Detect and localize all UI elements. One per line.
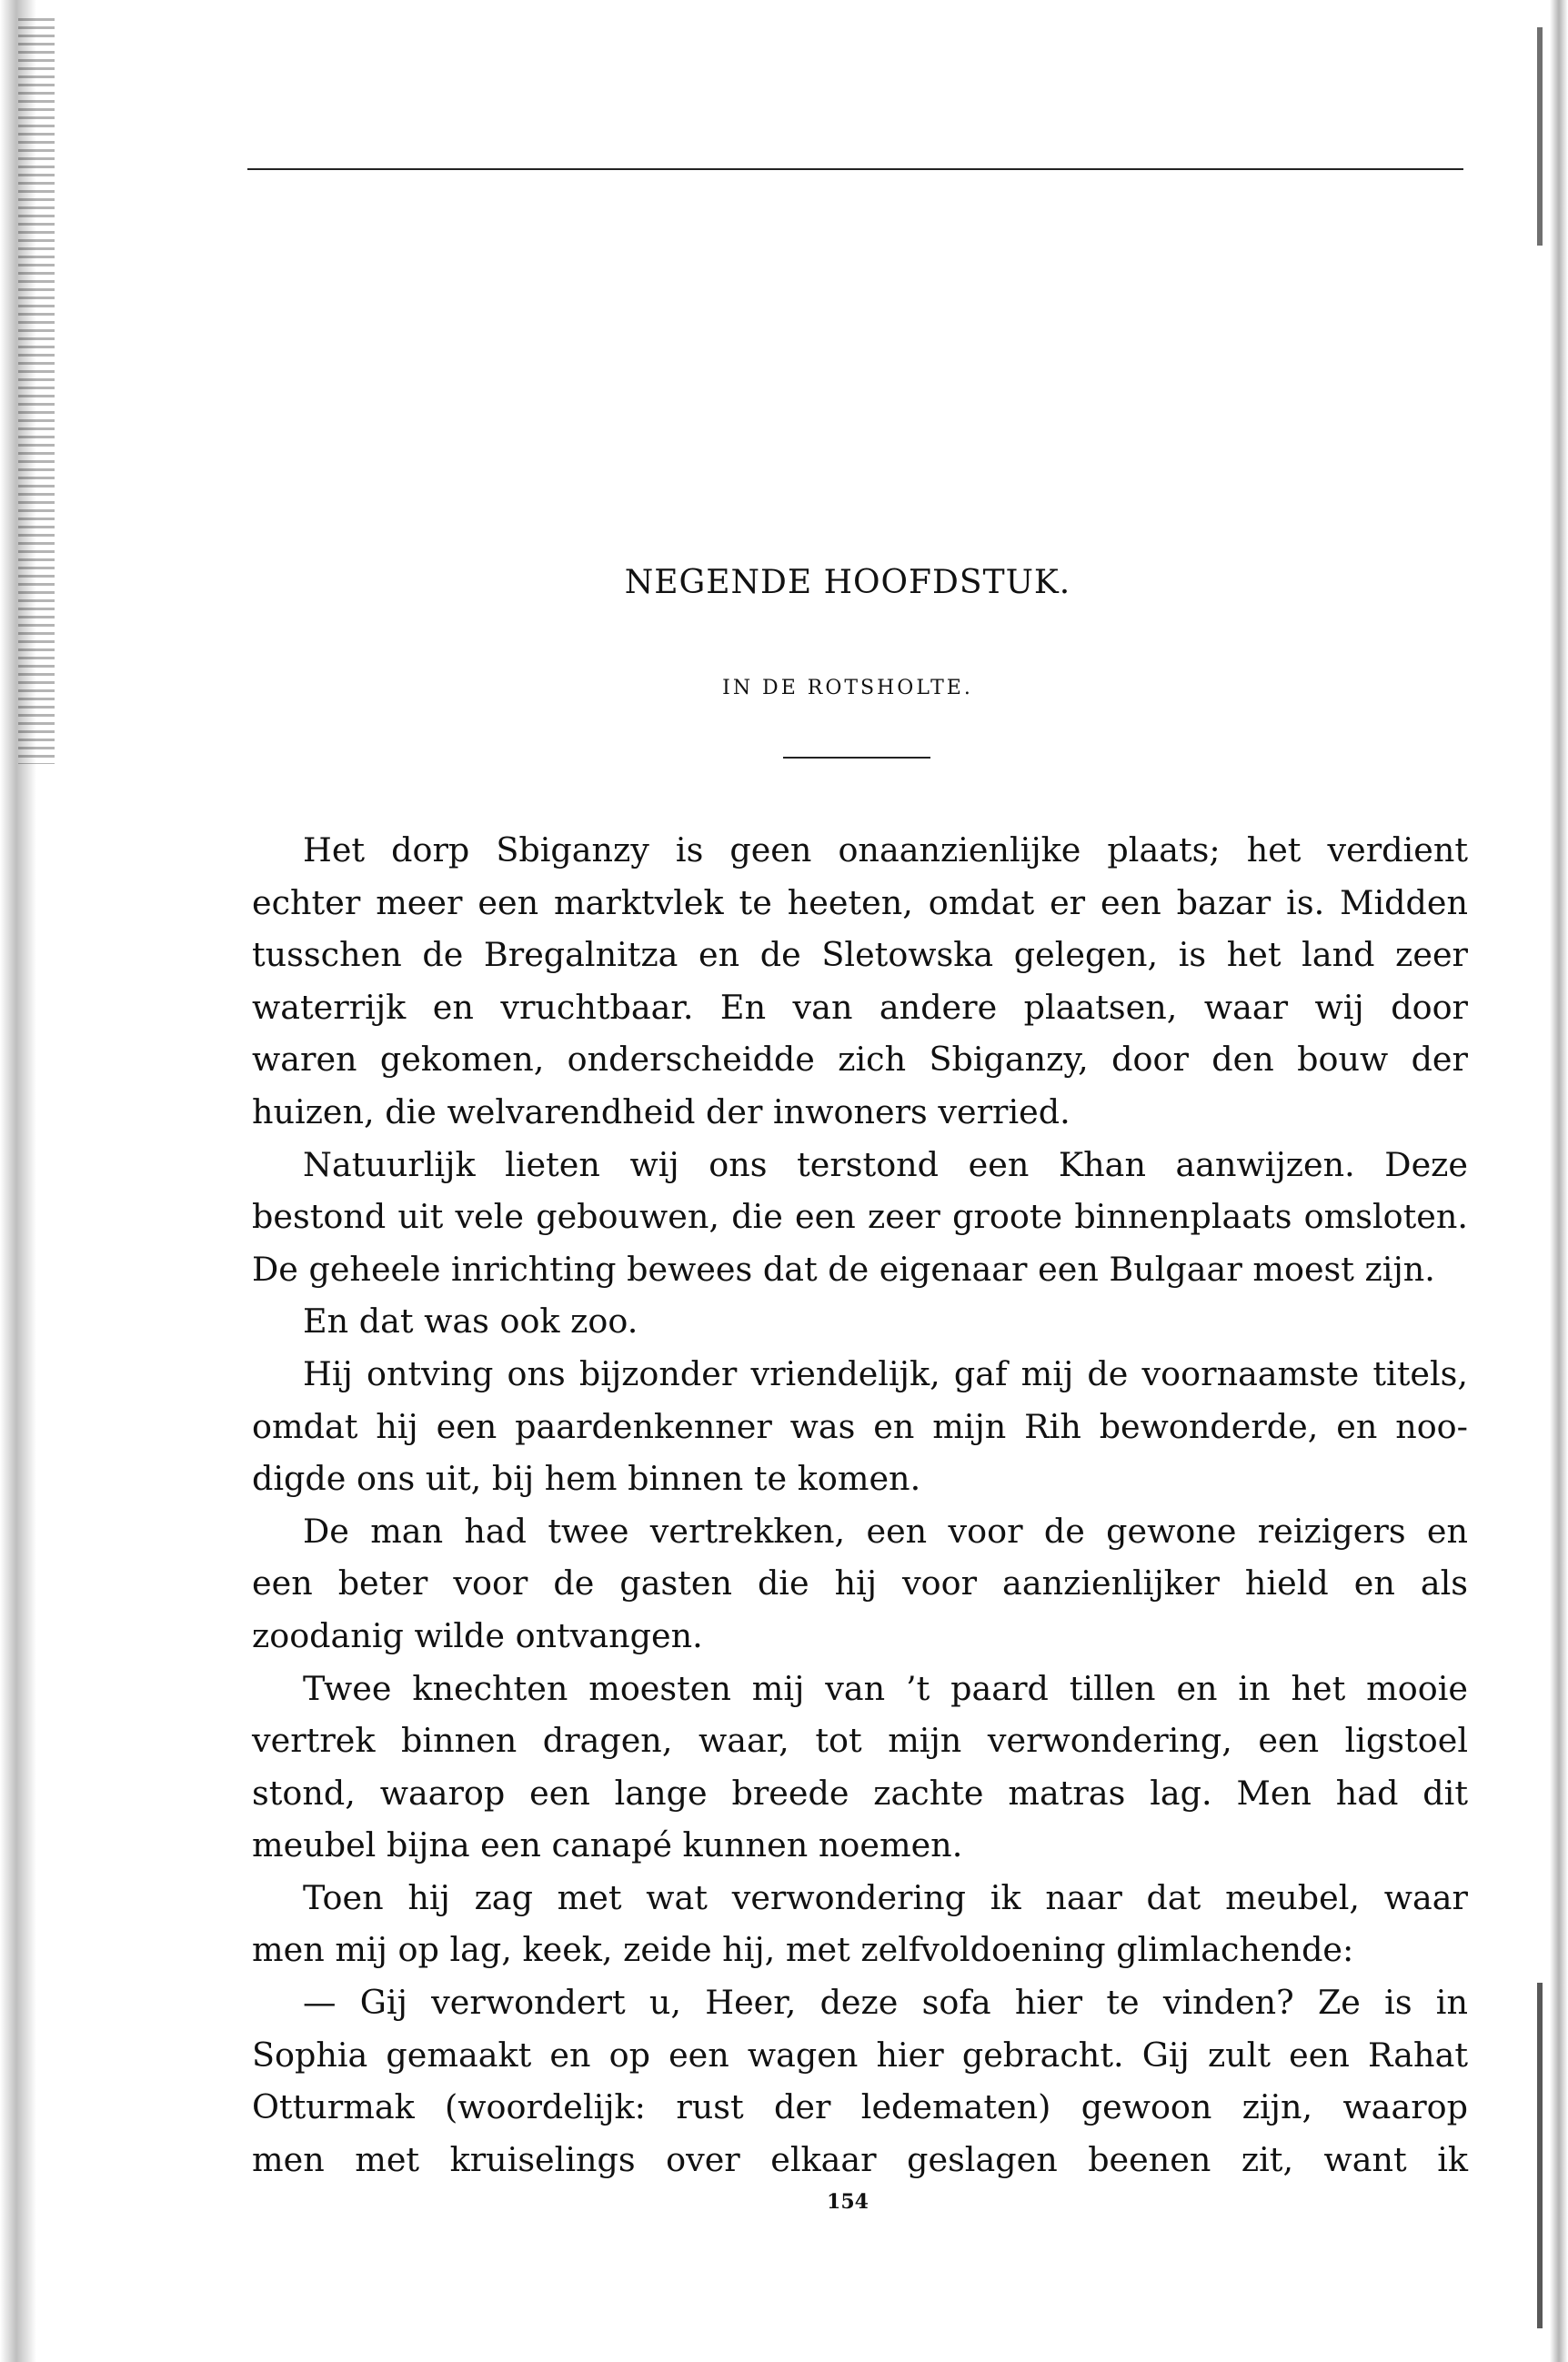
text-line: waterrijk en vruchtbaar. En van andere plaatsen, waar wij door xyxy=(252,987,1468,1027)
text-line: De man had twee vertrekken, een voor de gewone reizigers en xyxy=(303,1511,1468,1551)
text-line: stond, waarop een lange breede zachte matras lag. Men had dit xyxy=(252,1773,1468,1813)
body-text xyxy=(252,824,1468,2186)
text-line: waren gekomen, onderscheidde zich Sbiganzy, door den bouw der xyxy=(252,1040,1468,1080)
text-line: De geheele inrichting bewees dat de eigenaar een Bulgaar moest zijn. xyxy=(252,1249,1435,1289)
paragraph xyxy=(252,1976,1468,2186)
text-line: zoodanig wilde ontvangen. xyxy=(252,1615,703,1655)
page-number: 154 xyxy=(827,2190,869,2214)
text-line: Natuurlijk lieten wij ons terstond een Khan aanwijzen. Deze xyxy=(303,1144,1468,1184)
scan-edge-left-noise xyxy=(18,18,55,764)
paragraph xyxy=(252,1663,1468,1872)
section-divider xyxy=(783,757,930,759)
paragraph xyxy=(252,1295,1468,1348)
paragraph xyxy=(252,1139,1468,1296)
text-line: echter meer een marktvlek te heeten, omdat er een bazar is. Midden xyxy=(252,882,1468,922)
text-line: bestond uit vele gebouwen, die een zeer groote binnenplaats omsloten. xyxy=(252,1197,1468,1237)
paragraph xyxy=(252,1505,1468,1663)
header-rule xyxy=(247,168,1463,170)
text-line: meubel bijna een canapé kunnen noemen. xyxy=(252,1825,963,1865)
text-line: Sophia gemaakt en op een wagen hier gebracht. Gij zult een Rahat xyxy=(252,2035,1468,2075)
text-line: Het dorp Sbiganzy is geen onaanzienlijke plaats; het verdient xyxy=(303,830,1468,869)
text-line: Twee knechten moesten mij van ’t paard tillen en in het mooie xyxy=(303,1668,1468,1708)
text-line: huizen, die welvarendheid der inwoners verried. xyxy=(252,1091,1070,1131)
text-line: Otturmak (woordelijk: rust der ledematen) gewoon zijn, waarop xyxy=(252,2087,1468,2127)
text-line: tusschen de Bregalnitza en de Sletowska gelegen, is het land zeer xyxy=(252,935,1468,975)
text-line: Toen hij zag met wat verwondering ik naar dat meubel, waar xyxy=(303,1877,1468,1917)
paragraph xyxy=(252,1348,1468,1505)
text-line: Hij ontving ons bijzonder vriendelijk, gaf mij de voornaamste titels, xyxy=(303,1353,1468,1393)
chapter-title: NEGENDE HOOFDSTUK. xyxy=(624,564,1071,601)
text-line: men mij op lag, keek, zeide hij, met zelfvoldoening glimlachende: xyxy=(252,1930,1354,1970)
scan-edge-right-mark-bottom xyxy=(1537,1983,1543,2328)
text-line: vertrek binnen dragen, waar, tot mijn verwondering, een ligstoel xyxy=(252,1721,1468,1761)
text-line: digde ons uit, bij hem binnen te komen. xyxy=(252,1459,921,1499)
text-line: een beter voor de gasten die hij voor aanzienlijker hield en als xyxy=(252,1563,1468,1603)
text-line: — Gij verwondert u, Heer, deze sofa hier te vinden? Ze is in xyxy=(303,1983,1468,2023)
scan-edge-right-mark xyxy=(1537,27,1543,246)
paragraph xyxy=(252,824,1468,1139)
text-line: men met kruiselings over elkaar geslagen beenen zit, want ik xyxy=(252,2139,1468,2179)
chapter-subtitle: IN DE ROTSHOLTE. xyxy=(722,677,973,699)
scan-edge-right xyxy=(1523,0,1568,2362)
paragraph xyxy=(252,1872,1468,1976)
text-line: En dat was ook zoo. xyxy=(303,1302,638,1342)
text-line: omdat hij een paardenkenner was en mijn Rih bewonderde, en noo- xyxy=(252,1406,1468,1446)
